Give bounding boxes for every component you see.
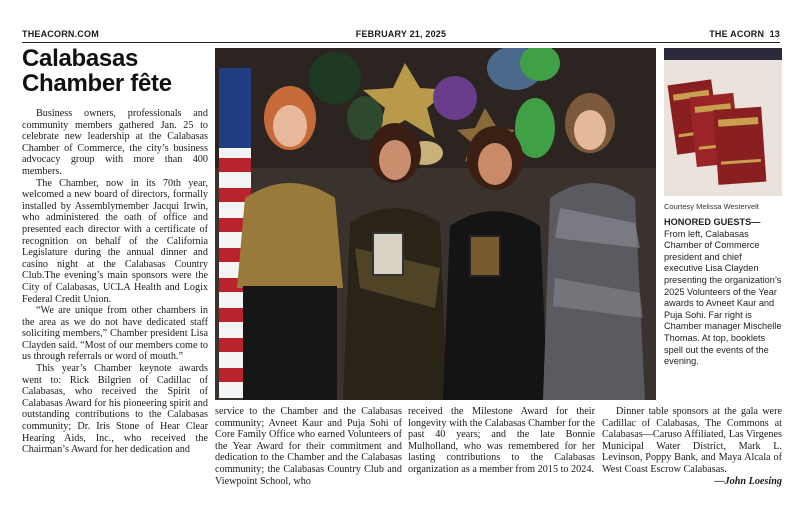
caption-body: From left, Calabasas Chamber of Commerce president and chief executive Lisa Clayden presenting the organization’s 2025 Volunteers of the Year awards to Avneet Kaur and Puja Sohi. Far right is Chamber manager Mischelle Thomas. At top, booklets spell out the events of the evening. <box>664 228 782 367</box>
paragraph: received the Milestone Award for their longevity with the Calabasas Chamber for the past 40 years; and the late Bonnie Mulholland, who was remembered for her lasting contributions to the Calabasas organization as a member from 2015 to 2024. <box>408 406 595 475</box>
article-column-4 <box>602 406 782 487</box>
paragraph: This year’s Chamber keynote awards went to: Rick Bilgrien of Cadillac of Calabasas, who received the Spirit of Calabasas Award for his pioneering spirit and outstanding contributions to the Calabasas community; Dr. Iris Stone of Hear Clear Hearing Aids, Inc., who received the Chairman’s Award for her dedication and <box>22 363 208 456</box>
byline: —John Loesing <box>714 475 782 487</box>
paper-name-page <box>709 29 780 39</box>
headline-line-1: Calabasas <box>22 45 139 72</box>
booklets-illustration <box>664 48 782 196</box>
issue-date: FEBRUARY 21, 2025 <box>355 29 447 39</box>
headline-line-2: Chamber fête <box>22 70 172 97</box>
paragraph: Dinner table sponsors at the gala were Cadillac of Calabasas, The Commons at Calabasas—Caruso Affiliated, Las Virgenes Municipal Water District, Mark L. Levinson, Poppy Bank, and Maya Alcala of West Coast Escrow Calabasas. <box>602 406 782 475</box>
article-headline <box>22 46 212 96</box>
photo-credit: Courtesy Melissa Westervelt <box>664 202 759 211</box>
page-header <box>22 29 780 42</box>
booklets-photo <box>664 48 782 196</box>
photo-caption <box>664 217 782 368</box>
main-photo <box>215 48 656 400</box>
article-column-1 <box>22 108 208 456</box>
site-url: THEACORN.COM <box>22 29 99 39</box>
article-column-3 <box>408 406 595 476</box>
caption-lead: HONORED GUESTS— <box>664 217 761 227</box>
paragraph: “We are unique from other chambers in the area as we do not have dedicated staff soliciting members,” Chamber president Lisa Clayden said. “Most of our members come to us through referrals or word of mouth.” <box>22 305 208 363</box>
header-rule <box>22 42 780 43</box>
paper-name: THE ACORN <box>709 29 765 39</box>
paragraph: service to the Chamber and the Calabasas community; Avneet Kaur and Puja Sohi of Core Family Office who earned Volunteers of the Year Award for their commitment and dedication to the Chamber and the Calabasas community; the Calabasas Country Club and Viewpoint School, who <box>215 406 402 487</box>
paragraph: The Chamber, now in its 70th year, welcomed a new board of directors, formally installed by Assemblymember Jacqui Irwin, who administered the oath of office and presented each director with a certificate of recognition on behalf of the California Legislature during the annual dinner and casino night at the Calabasas Country Club.The evening’s main sponsors were the City of Calabasas, UCLA Health and Logix Federal Credit Union. <box>22 177 208 305</box>
main-photo-illustration <box>215 48 656 400</box>
page-number: 13 <box>769 29 780 39</box>
article-column-2 <box>215 406 402 487</box>
paragraph: Business owners, professionals and community members gathered Jan. 25 to celebrate new leadership at the Calabasas Chamber of Commerce, the city’s business advocacy group with more than 400 members. <box>22 108 208 177</box>
